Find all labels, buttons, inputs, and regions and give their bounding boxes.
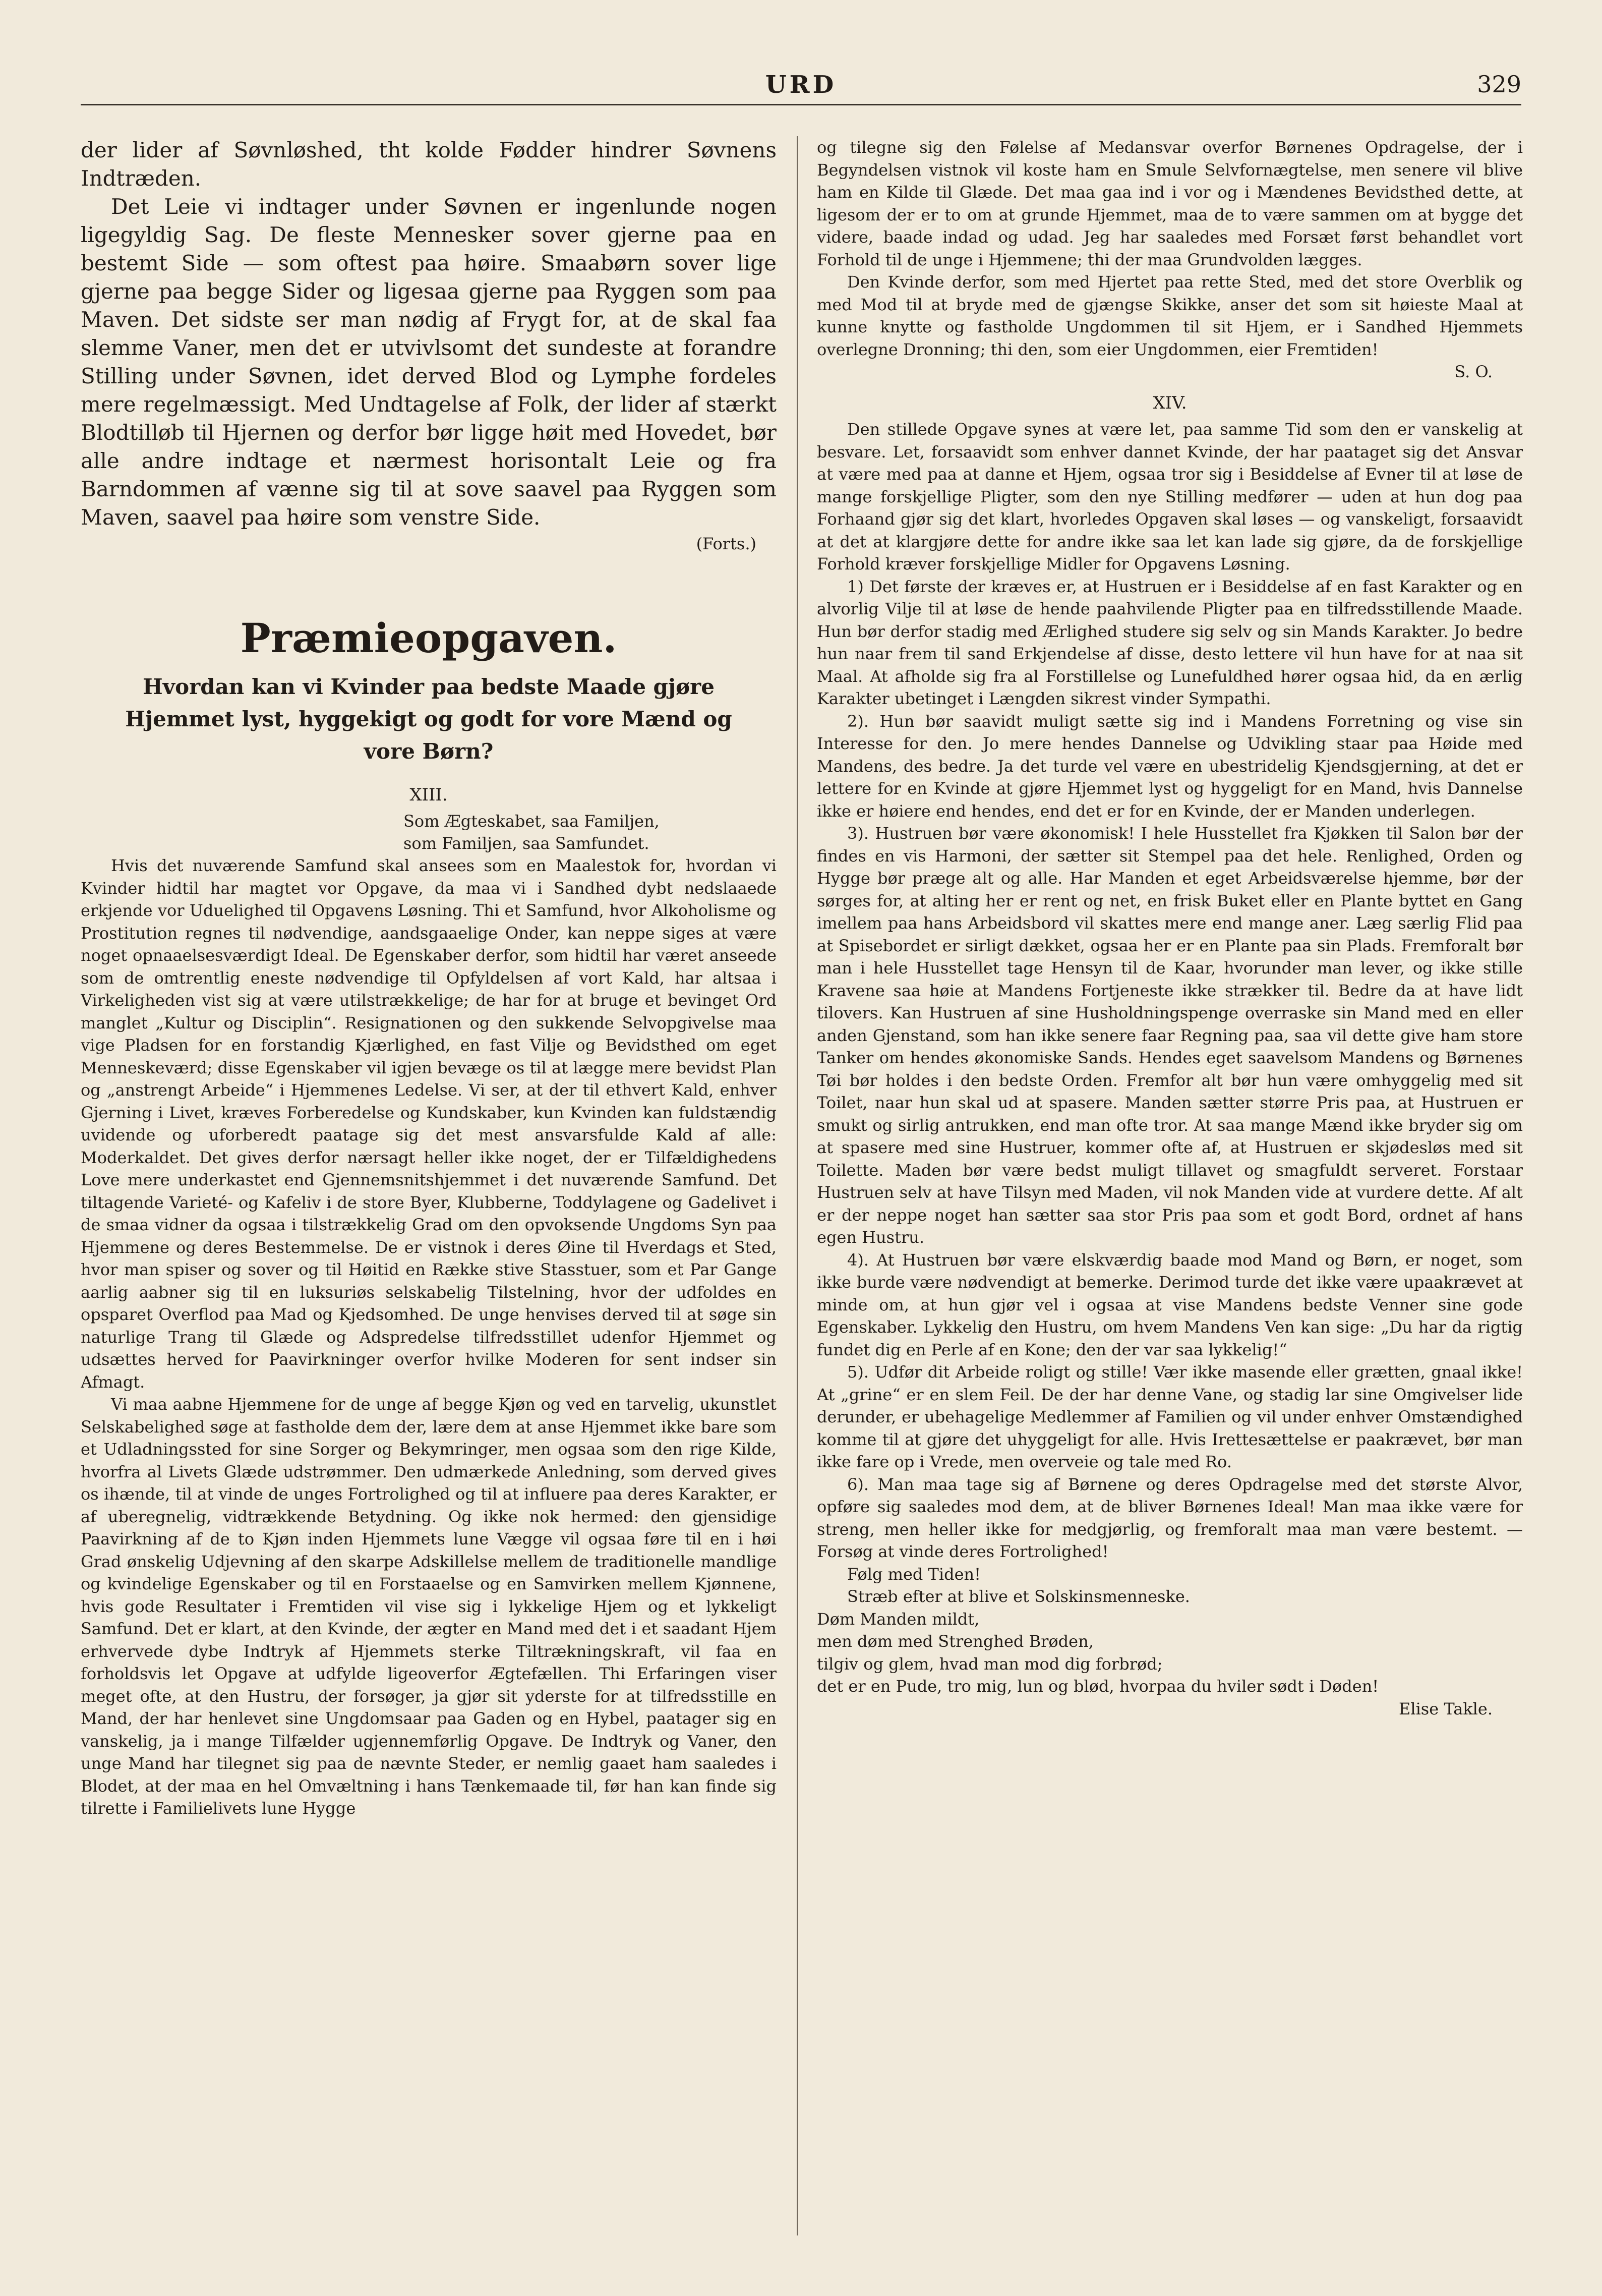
left-column: [81, 136, 777, 2235]
section-heading: Præmieopgaven.: [240, 614, 617, 662]
body-paragraph: Vi maa aabne Hjemmene for de unge af begge Kjøn og ved en tarvelig, ukunstlet Selskabelighed søge at fastholde dem der, lære dem at anse Hjemmet ikke bare som et Udladningssted for sine Sorger og Bekymringer, men ogsaa som den rige Kilde, hvorfra al Livets Glæde udstrømmer. Den udmærkede Anledning, som derved gives os ihænde, til at vinde de unges Fortrolighed og til at influere paa deres Karakter, er af uberegnelig, vidtrækkende Betydning. Og ikke nok hermed: den gjensidige Paavirkning af de to Kjøn inden Hjemmets lune Vægge vil ogsaa føre til en i høi Grad ønskelig Udjevning af den skarpe Adskillelse mellem de traditionelle mandlige og kvindelige Egenskaber og til en Forstaaelse og en Samvirken mellem Kjønnene, hvis gode Resultater i Fremtiden vil vise sig i lykkelige Hjem og et lykkeligt Samfund. Det er klart, at den Kvinde, der ægter en Mand med det i et saadant Hjem erhvervede dybe Indtryk af Hjemmets sterke Tiltrækningskraft, vil faa en forholdsvis let Opgave at udfylde ligeoverfor Ægtefællen. Thi Erfaringen viser meget ofte, at den Hustru, der forsøger, ja gjør sit yderste for at tilfredsstille en Mand, der har henlevet sine Ungdomsaar paa Gaden og en Hybel, paatager sig en vanskelig, ja i mange Tilfælder ugjennemførlig Opgave. De Indtryk og Vaner, den unge Mand har tilegnet sig paa de nævnte Steder, er nemlig gaaet ham saaledes i Blodet, at der maa en hel Omvæltning i hans Tænkemaade til, før han kan finde sig tilrette i Familielivets lune Hygge: [81, 1395, 777, 1818]
article-continuation: [81, 136, 777, 532]
intro-paragraph: der lider af Søvnløshed, tht kolde Fødder hindrer Søvnens Indtræden.: [81, 138, 777, 191]
intro-paragraph: Det Leie vi indtager under Søvnen er ingenlunde nogen ligegyldig Sag. De fleste Mennesker sover gjerne paa en bestemt Side — som oftest paa høire. Smaabørn sover lige gjerne paa begge Sider og ligesaa gjerne paa Ryggen som paa Maven. Det sidste ser man nødig af Frygt for, at de skal faa slemme Vaner, men det er utvivlsomt det sundeste at forandre Stilling under Søvnen, idet derved Blod og Lymphe fordeles mere regelmæssigt. Med Undtagelse af Folk, der lider af stærkt Blodtilløb til Hjernen og derfor bør ligge høit med Hovedet, bør alle andre indtage et nærmest horisontalt Leie og fra Barndommen af vænne sig til at sove saavel paa Ryggen som Maven, saavel paa høire som venstre Side.: [81, 194, 777, 530]
numbered-point: 4). At Hustruen bør være elskværdig baade mod Mand og Børn, er noget, som ikke burde være nødvendigt at bemerke. Derimod turde det ikke være upaakrævet at minde om, at hun gjør vel i ogsaa at vise Mandens bedste Venner sine gode Egenskaber. Lykkelig den Hustru, om hvem Mandens Ven kan sige: „Du har da rigtig fundet dig en Perle af en Kone; den der var saa lykkelig!“: [817, 1250, 1523, 1359]
numbered-point: 1) Det første der kræves er, at Hustruen er i Besiddelse af en fast Karakter og en alvorlig Vilje til at løse de hende paahvilende Pligter paa en tilfredsstillende Maade. Hun bør derfor stadig med Ærlighed studere sig selv og sin Mands Karakter. Jo bedre hun naar frem til sand Erkjendelse af disse, desto lettere vil hun have for at naa sit Maal. At afholde sig fra al Forstillelse og Lunefuldhed hører ogsaa hid, da en ærlig Karakter ubetinget i Længden sikrest vinder Sympathi.: [817, 577, 1523, 708]
numbered-point: 6). Man maa tage sig af Børnene og deres Opdragelse med det største Alvor, opføre sig saaledes mod dem, at de bliver Børnenes Ideal! Man maa ikke være for streng, men heller ikke for medgjørlig, og fremforalt maa man være bestemt. — Forsøg at vinde deres Fortrolighed!: [817, 1474, 1523, 1561]
verse-line: Stræb efter at blive et Solskinsmenneske.: [847, 1587, 1190, 1606]
verse-line: Døm Manden mildt,: [817, 1609, 980, 1629]
body-paragraph: Hvis det nuværende Samfund skal ansees som en Maalestok for, hvordan vi Kvinder hidtil har magtet vor Opgave, da maa vi i Sandhed dybt nedslaaede erkjende vor Uduelighed til Opgavens Løsning. Thi et Samfund, hvor Alkoholisme og Prostitution regnes til nødvendige, aandsgaaelige Onder, kan neppe siges at være noget opnaaelsesværdigt Ideal. De Egenskaber derfor, som hidtil har været anseede som de omtrentlig eneste nødvendige til Opfyldelsen af vort Kald, har altsaa i Virkeligheden vist sig at være utilstrækkelige; de har for at bruge et bevinget Ord manglet „Kultur og Disciplin“. Resignationen og den sukkende Selvopgivelse maa vige Pladsen for en forstandig Kjærlighed, en fast Vilje og Bevidsthed om eget Menneskeværd; disse Egenskaber vil igjen bevæge os til at lægge mere bevidst Plan og „anstrengt Arbeide“ i Hjemmenes Ledelse. Vi ser, at der til ethvert Kald, enhver Gjerning i Livet, kræves Forberedelse og Kundskaber, kun Kvinden kan fuldstændig uvidende og uforberedt paatage sig det mest ansvarsfulde Kald af alle: Moderkaldet. Det gives derfor nærsagt heller ikke noget, der er Tilfældighedens Love mere underkastet end Gjennemsnitshjemmet i det nuværende Samfund. Det tiltagende Varieté- og Kafeliv i de store Byer, Klubberne, Toddylagene og Gadelivet i de smaa vidner da ogsaa i tilstrækkelig Grad om den opvoksende Ungdoms Syn paa Hjemmene og deres Bestemmelse. De er vistnok i deres Øine til Hverdags et Sted, hvor man spiser og sover og til Høitid en Række stive Stasstuer, som et Par Gange aarlig aabner sig til en luksuriøs selskabelig Tilstelning, hvor der udfoldes en opsparet Overflod paa Mad og Kjedsomhed. De unge henvises derved til at søge sin naturlige Trang til Glæde og Adspredelse tilfredsstillet udenfor Hjemmet og udsættes herved for Paavirkninger overfor hvilke Moderen for sent indser sin Afmagt.: [81, 856, 777, 1392]
verse-line: men døm med Strenghed Brøden,: [817, 1632, 1094, 1651]
body-paragraph: Den stillede Opgave synes at være let, paa samme Tid som den er vanskelig at besvare. Let, forsaavidt som enhver dannet Kvinde, der har paataget sig det Ansvar at være med paa at danne et Hjem, ogsaa tror sig i Besiddelse af Evner til at løse de mange forskjellige Pligter, som den nye Stilling medfører — uden at hun dog paa Forhaand gjør sig det klart, hvorledes Opgaven skal løses — og vanskeligt, forsaavidt at det at klargjøre dette for andre ikke saa let kan lade sig gjøre, da de forskjellige Forhold kræver forskjellige Midler for Opgavens Løsning.: [817, 420, 1523, 573]
signature: Elise Takle.: [1398, 1699, 1493, 1718]
essay-xiv: [817, 418, 1523, 1563]
header-rule: [81, 104, 1521, 105]
signature: S. O.: [1454, 362, 1493, 381]
page-number: 329: [1477, 71, 1521, 98]
motto-line: som Familjen, saa Samfundet.: [403, 834, 649, 853]
essay-xiii: [81, 854, 777, 1820]
right-column: [817, 136, 1523, 2235]
verse-line: Følg med Tiden!: [847, 1564, 981, 1584]
running-title: URD: [765, 71, 837, 99]
numbered-point: 3). Hustruen bør være økonomisk! I hele Husstellet fra Kjøkken til Salon bør der findes en vis Harmoni, der sætter sit Stempel paa det hele. Renlighed, Orden og Hygge bør præge alt og alle. Har Manden et eget Arbeidsværelse hjemme, bør der sørges for, at alting her er rent og net, en frisk Buket eller en Plante byttet en Gang imellem paa hans Arbeidsbord vil skattes mere end mange aner. Læg særlig Flid paa at Spisebordet er sirligt dækket, ogsaa her er en Plante paa sin Plads. Fremforalt bør man i hele Husstellet tage Hensyn til de Kaar, hvorunder man lever, og ikke stille Kravene saa høie at Mandens Fortjeneste ikke strækker til. Bedre da at have lidt tilovers. Kan Hustruen af sine Husholdningspenge overraske sin Mand med en eller anden Gjenstand, som han ikke senere faar Regning paa, saa vil dette give ham store Tanker om hendes økonomiske Sands. Hendes eget saavelsom Mandens og Børnenes Tøi bør holdes i den bedste Orden. Fremfor alt bør hun være omhyggelig med sit Toilet, naar hun skal ud at spasere. Manden sætter større Pris paa, at Hustruen er smukt og sirlig antrukken, end man ofte tror. At saa mange Mænd ikke bryder sig om at spasere med sine Hustruer, kommer ofte af, at Hustruen er skjødesløs med sit Toilette. Maden bør være bedst muligt tillavet og smagfuldt serveret. Forstaar Hustruen selv at have Tilsyn med Maden, vil nok Manden vide at vurdere dette. Af alt er der neppe noget han sætter saa stor Pris paa som et godt Bord, ordnet af hans egen Hustru.: [817, 824, 1523, 1247]
verse-line: tilgiv og glem, hvad man mod dig forbrød;: [817, 1654, 1163, 1674]
prize-question: Hvordan kan vi Kvinder paa bedste Maade gjøre Hjemmet lyst, hyggekigt og godt for vore Mænd og vore Børn?: [125, 674, 732, 764]
closing-verse: [817, 1563, 1523, 1698]
column-divider: [797, 136, 798, 2235]
page-header: [81, 71, 1521, 106]
verse-line: det er en Pude, tro mig, lun og blød, hvorpaa du hviler sødt i Døden!: [817, 1677, 1379, 1696]
section-number: XIV.: [1153, 393, 1187, 413]
motto-line: Som Ægteskabet, saa Familjen,: [403, 812, 660, 831]
essay-xiii-end: [817, 136, 1523, 361]
continued-note: (Forts.): [696, 534, 756, 553]
body-paragraph: Den Kvinde derfor, som med Hjertet paa rette Sted, med det store Overblik og med Mod til at bryde med de gjængse Skikke, anser det som sit høieste Maal at kunne knytte og fastholde Ungdommen til sit Hjem, er i Sandhed Hjemmets overlegne Dronning; thi den, som eier Ungdommen, eier Fremtiden!: [817, 272, 1523, 359]
numbered-point: 5). Udfør dit Arbeide roligt og stille! Vær ikke masende eller grætten, gnaal ikke! At „grine“ er en slem Feil. De der har denne Vane, og stadig lar sine Omgivelser lide derunder, er ubehagelige Medlemmer af Familien og vil under enhver Omstændighed komme til at gjøre det uhyggeligt for alle. Hvis Irettesættelse er paakrævet, bør man ikke fare op i Vrede, men overveie og tale med Ro.: [817, 1362, 1523, 1471]
section-number: XIII.: [409, 785, 448, 805]
body-paragraph: og tilegne sig den Følelse af Medansvar overfor Børnenes Opdragelse, der i Begyndelsen vistnok vil koste ham en Smule Selvfornægtelse, men senere vil blive ham en Kilde til Glæde. Det maa gaa ind i vor og i Mændenes Bevidsthed dette, at ligesom der er to om at grunde Hjemmet, maa de to være sammen om at bygge det videre, baade indad og udad. Jeg har saaledes med Forsæt først behandlet vort Forhold til de unge i Hjemmene; thi der maa Grundvolden lægges.: [817, 138, 1523, 269]
numbered-point: 2). Hun bør saavidt muligt sætte sig ind i Mandens Forretning og vise sin Interesse for den. Jo mere hendes Dannelse og Udvikling staar paa Høide med Mandens, des bedre. Ja det turde vel være en ubestridelig Kjendsgjerning, at det er lettere for en Kvinde at gjøre Hjemmet lyst og hyggeligt for en Mand, hvis Dannelse ikke er høiere end hendes, end det er for en Kvinde, der er Manden underlegen.: [817, 711, 1523, 821]
